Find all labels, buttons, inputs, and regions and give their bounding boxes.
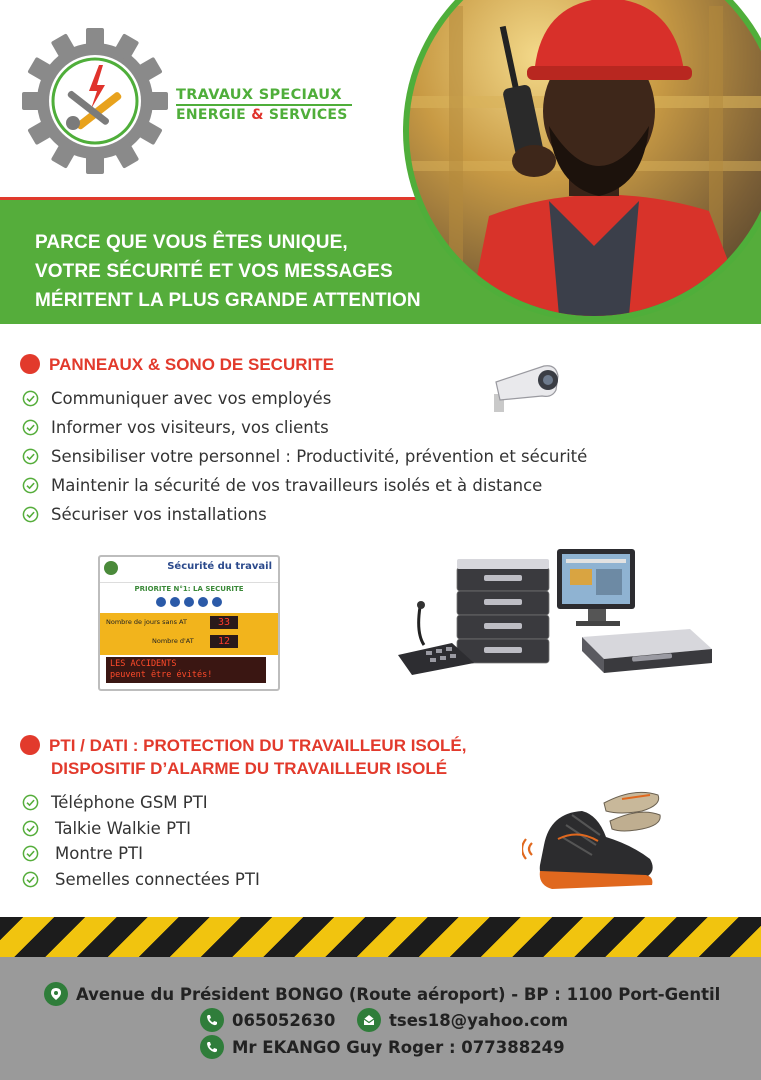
section1-title: [20, 354, 334, 375]
slogan-line: MÉRITENT LA PLUS GRANDE ATTENTION: [35, 290, 421, 311]
phone-text[interactable]: 065052630: [232, 1010, 336, 1030]
panel-counter-zone: [100, 613, 278, 655]
list-item: [22, 442, 587, 471]
panel-icons: [100, 597, 278, 607]
email-text[interactable]: tses18@yahoo.com: [389, 1010, 569, 1030]
panel-priority: PRIORITE N°1: LA SECURITE: [134, 585, 244, 593]
list-item-text: Informer vos visiteurs, vos clients: [51, 418, 329, 437]
section2-title-line2: DISPOSITIF D’ALARME DU TRAVAILLEUR ISOLÉ: [51, 759, 448, 778]
safety-sign-icon: [184, 597, 194, 607]
panel-row1-label: Nombre de jours sans AT: [106, 618, 187, 626]
panel-row2-label: Nombre d'AT: [152, 637, 194, 645]
check-circle-icon: [22, 820, 39, 837]
panel-led-ticker: [106, 657, 266, 683]
panel-header: [100, 557, 278, 583]
check-circle-icon: [22, 871, 39, 888]
check-circle-icon: [22, 477, 39, 494]
bullet-dot-icon: [20, 354, 40, 374]
worker-photo: [409, 0, 761, 316]
security-camera-icon: [490, 360, 562, 416]
list-item: [22, 816, 260, 842]
bullet-dot-icon: [20, 735, 40, 755]
section2-title: [20, 734, 466, 780]
list-item: [22, 790, 260, 816]
footer-email[interactable]: [357, 1008, 568, 1032]
gear-logo-icon: [22, 28, 168, 174]
led-line-1: LES ACCIDENTS: [110, 659, 177, 669]
section2-title-line1: PTI / DATI : PROTECTION DU TRAVAILLEUR ISOLÉ,: [49, 736, 467, 755]
safety-sign-icon: [212, 597, 222, 607]
footer-contact[interactable]: [200, 1035, 565, 1059]
mail-icon: [357, 1008, 381, 1032]
brand-divider: [176, 104, 352, 106]
safety-sign-icon: [198, 597, 208, 607]
slogan-line: VOTRE SÉCURITÉ ET VOS MESSAGES: [35, 261, 393, 282]
list-item: [22, 841, 260, 867]
slogan-line: PARCE QUE VOUS ÊTES UNIQUE,: [35, 232, 348, 253]
footer-phone[interactable]: [200, 1008, 335, 1032]
sound-system-illustration: [392, 545, 722, 680]
list-item: [22, 413, 587, 442]
brand-line-2: [176, 107, 348, 123]
check-circle-icon: [22, 448, 39, 465]
list-item: [22, 471, 587, 500]
list-item-text: Téléphone GSM PTI: [51, 793, 208, 813]
phone-icon: [200, 1035, 224, 1059]
panel-title: Sécurité du travail: [167, 561, 272, 572]
check-circle-icon: [22, 794, 39, 811]
worker-illustration: [409, 0, 761, 316]
safety-sign-icon: [156, 597, 166, 607]
check-circle-icon: [22, 506, 39, 523]
brand-energie: ENERGIE: [176, 107, 246, 123]
list-item-text: Sécuriser vos installations: [51, 505, 267, 524]
list-item-text: Semelles connectées PTI: [55, 869, 260, 889]
led-line-2: peuvent être évités!: [110, 670, 213, 680]
check-circle-icon: [22, 845, 39, 862]
list-item-text: Talkie Walkie PTI: [55, 818, 191, 838]
list-item: [22, 867, 260, 893]
phone-icon: [200, 1008, 224, 1032]
panel-logo-icon: [104, 561, 118, 575]
list-item-text: Montre PTI: [55, 844, 143, 864]
panel-row2-value: 12: [210, 635, 238, 648]
contact-text[interactable]: Mr EKANGO Guy Roger : 077388249: [232, 1037, 565, 1057]
safety-display-panel: [98, 555, 280, 691]
location-pin-icon: [44, 982, 68, 1006]
section2-list: [22, 790, 260, 892]
brand-line-1: TRAVAUX SPECIAUX: [176, 87, 342, 103]
list-item-text: Maintenir la sécurité de vos travailleurs isolés et à distance: [51, 476, 543, 495]
safety-sign-icon: [170, 597, 180, 607]
check-circle-icon: [22, 419, 39, 436]
slogan: [35, 228, 421, 315]
hazard-stripe: [0, 917, 761, 957]
address-text: Avenue du Président BONGO (Route aéroport) - BP : 1100 Port-Gentil: [76, 984, 721, 1004]
brand-ampersand: &: [251, 107, 264, 123]
panel-row1-value: 33: [210, 616, 238, 629]
connected-safety-shoe-illustration: [522, 785, 672, 897]
brand-services: SERVICES: [268, 107, 348, 123]
check-circle-icon: [22, 390, 39, 407]
footer-address: [44, 982, 720, 1006]
section1-title-text: PANNEAUX & SONO DE SECURITE: [49, 355, 334, 374]
list-item: [22, 500, 587, 529]
list-item-text: Communiquer avec vos employés: [51, 389, 332, 408]
list-item-text: Sensibiliser votre personnel : Productivité, prévention et sécurité: [51, 447, 588, 466]
